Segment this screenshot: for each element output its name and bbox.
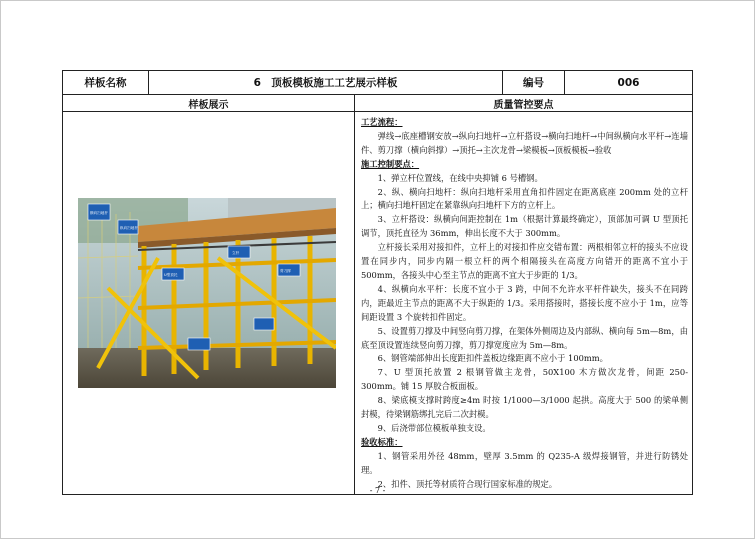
control-point: 1、弹立杆位置线，在线中央抑铺 6 号槽钢。 [377, 172, 543, 183]
page-number: - 7 - [369, 486, 386, 495]
content-row [63, 112, 693, 495]
acceptance-heading: 验收标准： [361, 436, 403, 447]
control-point: 4、纵横向水平杆：长度不宜小于 3 跨，中间不允许水平杆件缺失，接头不在同跨内，距最近主节点的距离不大于纵距的 1/3。采用搭接时，搭接长度不应小于 1m，应等间距设置 3 个旋转扣件固定。 [361, 283, 688, 322]
name-label-cell: 样板名称 [63, 71, 149, 95]
process-heading: 工艺流程： [361, 117, 403, 127]
control-point: 6、钢管端部伸出长度距扣件盖板边缘距离不应小于 100mm。 [377, 353, 608, 364]
number-label-cell: 编号 [503, 71, 565, 95]
sample-table [62, 70, 693, 495]
acceptance-point: 2、扣件、顶托等材质符合现行国家标准的规定。 [377, 478, 558, 489]
display-heading: 样板展示 [63, 95, 355, 112]
control-point: 2、纵、横向扫地杆：纵向扫地杆采用直角扣件固定在距离底座 200mm 处的立杆上；横向扫地杆固定在紧靠纵向扫地杆下方的立杆上。 [361, 186, 688, 211]
control-heading: 施工控制要点： [361, 158, 420, 169]
photo-sign-5: 剪刀撑 [280, 269, 291, 273]
header-row [63, 71, 693, 95]
photo-sign-4: 立杆 [232, 251, 240, 255]
scaffold-illustration [78, 198, 336, 388]
sample-title: 6 顶板模板施工工艺展示样板 [149, 71, 503, 95]
control-point: 8、梁底模支撑时跨度≥4m 时按 1/1000—3/1000 起拱。高度大于 500 的梁单侧封模，待梁钢筋绑扎完后二次封模。 [361, 395, 688, 420]
acceptance-point: 1、钢管采用外径 48mm，壁厚 3.5mm 的 Q235-A 级焊接钢管，并进行防锈处理。 [361, 450, 688, 475]
photo-cell [63, 112, 355, 495]
control-point: 5、设置剪刀撑及中间竖向剪刀撑，在架体外侧周边及内部纵、横向每 5m—8m，由底至顶设置连续竖向剪刀撑，剪刀撑宽度应为 5m—8m。 [361, 325, 688, 350]
subheader-row [63, 95, 693, 112]
photo-sign-3: U型顶托 [164, 273, 178, 277]
number-value-cell: 006 [565, 71, 693, 95]
quality-points-cell [355, 112, 693, 495]
photo-sign-1: 横向扫地杆 [90, 211, 108, 215]
process-text: 弹线→底座槽钢安放→纵向扫地杆→立杆搭设→横向扫地杆→中间纵横向水平杆→连墙件、剪刀撑（横向斜撑）→顶托→主次龙骨→梁模板→顶板模板→验收 [361, 130, 688, 155]
quality-heading: 质量管控要点 [355, 95, 693, 112]
photo-sign-2: 纵向扫地杆 [120, 226, 138, 230]
formwork-photo [78, 198, 336, 388]
control-point: 3、立杆搭设：纵横向间距控制在 1m（根据计算最终确定），顶部加可调 U 型顶托调节，顶托直径为 36mm，伸出长度不大于 300mm。 [361, 214, 688, 239]
control-point: 立杆接长采用对接扣件，立杆上的对接扣件应交错布置：两根相邻立杆的接头不应设置在同步内，同步内隔一根立杆的两个相隔接头在高度方向错开的距离不宜小于 500mm，各接头中心至主节点的距离不宜大于步距的 1/3。 [361, 242, 688, 280]
control-point: 7、U 型顶托放置 2 根钢管做主龙骨，50X100 木方做次龙骨，间距 250-300mm。铺 15 厚胶合板面板。 [361, 367, 688, 392]
control-point: 9、后浇带部位模板单独支设。 [377, 422, 491, 433]
